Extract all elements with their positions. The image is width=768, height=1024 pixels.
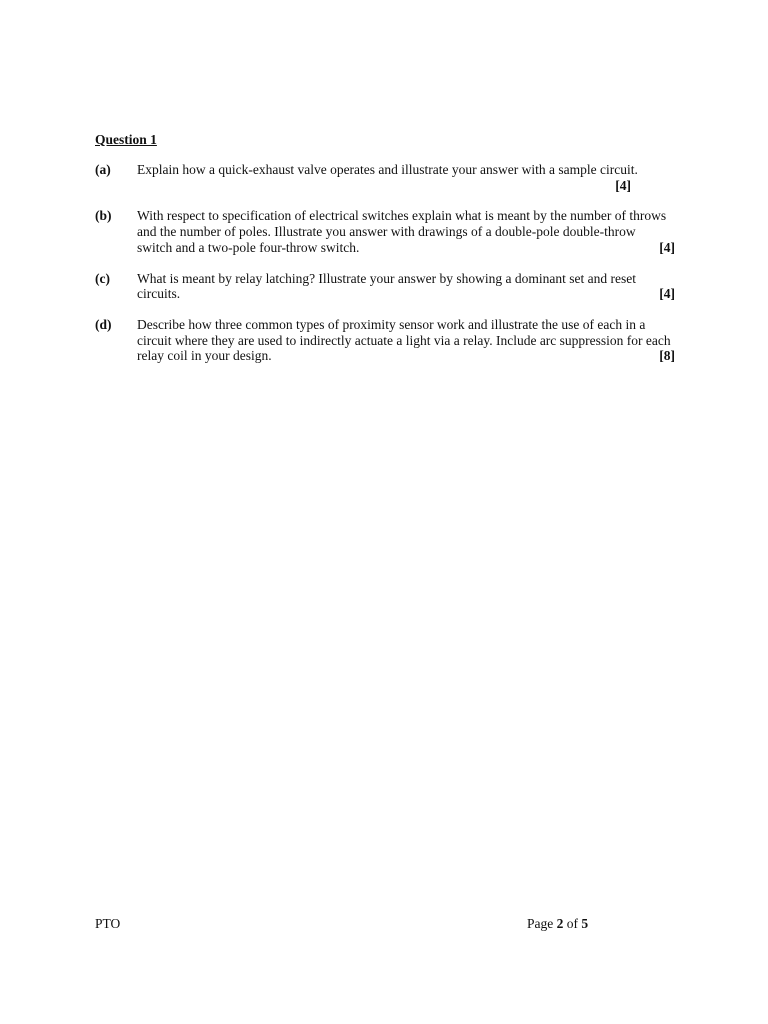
part-body [137, 208, 673, 255]
footer-pto: PTO [95, 916, 121, 931]
page-current: 2 [556, 916, 564, 931]
page-number [527, 915, 588, 933]
part-text: With respect to specification of electrical switches explain what is meant by the number of throws and the number of poles. Illustrate you answer with drawings of a double-pole double-throw switch and a two-pole four-throw switch. [137, 208, 667, 255]
part-text: Describe how three common types of proximity sensor work and illustrate the use of each in a circuit where they are used to indirectly actuate a light via a relay. Include arc suppression for each relay coil in your design. [137, 316, 671, 364]
question-part-a [95, 162, 675, 193]
page-of: of [566, 916, 578, 931]
part-label: (c) [95, 270, 110, 286]
question-part-d [95, 317, 675, 364]
part-body [137, 162, 673, 193]
part-marks: [4] [659, 286, 675, 302]
part-text: Explain how a quick-exhaust valve operates and illustrate your answer with a sample circuit. [137, 162, 638, 177]
part-marks: [4] [615, 177, 631, 193]
part-label: (a) [95, 162, 111, 177]
part-marks: [8] [659, 348, 675, 364]
question-part-b [95, 208, 675, 255]
part-label: (b) [95, 208, 112, 224]
part-marks: [4] [659, 239, 675, 255]
part-text: What is meant by relay latching? Illustrate your answer by showing a dominant set and reset circuits. [137, 270, 636, 302]
page-prefix: Page [527, 916, 554, 931]
part-label: (d) [95, 316, 112, 332]
question-heading: Question 1 [95, 132, 157, 147]
page-total: 5 [581, 916, 589, 931]
part-body [137, 271, 673, 302]
part-body [137, 317, 673, 364]
question-parts [95, 162, 675, 379]
question-part-c [95, 271, 675, 302]
